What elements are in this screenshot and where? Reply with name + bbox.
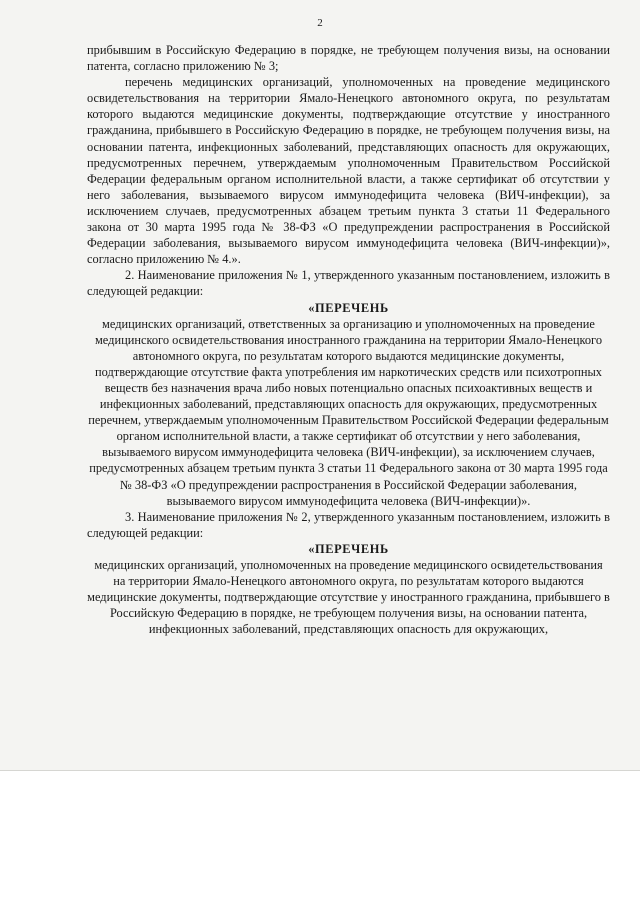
document-body	[87, 42, 610, 637]
list-2-title-block: медицинских организаций, уполномоченных на проведение медицинского освидетельствования на территории Ямало-Ненецкого автономного округа, по результатам которого выдаются медицинские документы, подтверждающие отсутствие у иностранного гражданина, прибывшего в Российскую Федерацию в порядке, не требующем получения визы, на основании патента, инфекционных заболеваний, представляющих опасность для окружающих,	[87, 558, 610, 637]
heading-list-1: «ПЕРЕЧЕНЬ	[308, 300, 389, 315]
paragraph-item-2: 2. Наименование приложения № 1, утвержденного указанным постановлением, изложить в следующей редакции:	[87, 268, 610, 299]
paragraph-visa-appendix-3: прибывшим в Российскую Федерацию в порядке, не требующем получения визы, на основании патента, согласно приложению № 3;	[87, 43, 610, 74]
list-1-title-block: медицинских организаций, ответственных за организацию и уполномоченных на проведение медицинского освидетельствования иностранного гражданина на территории Ямало-Ненецкого автономного округа, по результатам которого выдаются медицинские документы, подтверждающие отсутствие факта употребления им наркотических средств или психотропных веществ без назначения врача либо новых потенциально опасных психоактивных веществ и инфекционных заболеваний, представляющих опасность для окружающих, предусмотренных перечнем, утверждаемым уполномоченным Правительством Российской Федерации федеральным органом исполнительной власти, а также сертификат об отсутствии у него заболевания, вызываемого вирусом иммунодефицита человека (ВИЧ-инфекции), за исключением случаев, предусмотренных абзацем третьим пункта 3 статьи 11 Федерального закона от 30 марта 1995 года № 38-ФЗ «О предупреждении распространения в Российской Федерации заболевания, вызываемого вирусом иммунодефицита человека (ВИЧ-инфекции)».	[88, 316, 609, 508]
heading-list-2: «ПЕРЕЧЕНЬ	[308, 541, 389, 556]
paragraph-item-3: 3. Наименование приложения № 2, утвержденного указанным постановлением, изложить в следующей редакции:	[87, 509, 610, 540]
paragraph-appendix-4-list: перечень медицинских организаций, уполномоченных на проведение медицинского освидетельствования на территории Ямало-Ненецкого автономного округа, по результатам которого выдаются медицинские документы, подтверждающие отсутствие у иностранного гражданина, прибывшего в Российскую Федерацию в порядке, не требующем получения визы, на основании патента, инфекционных заболеваний, представляющих опасность для окружающих, предусмотренных перечнем, утверждаемым уполномоченным Правительством Российской Федерации федеральным органом исполнительной власти, а также сертификат об отсутствии у него заболевания, вызываемого вирусом иммунодефицита человека (ВИЧ-инфекции), за исключением случаев, предусмотренных абзацем третьим пункта 3 статьи 11 Федерального закона от 30 марта 1995 года № 38-ФЗ «О предупреждении распространения в Российской Федерации заболевания, вызываемого вирусом иммунодефицита человека (ВИЧ-инфекции)», согласно приложению № 4.».	[87, 75, 610, 267]
page-number: 2	[317, 17, 323, 29]
